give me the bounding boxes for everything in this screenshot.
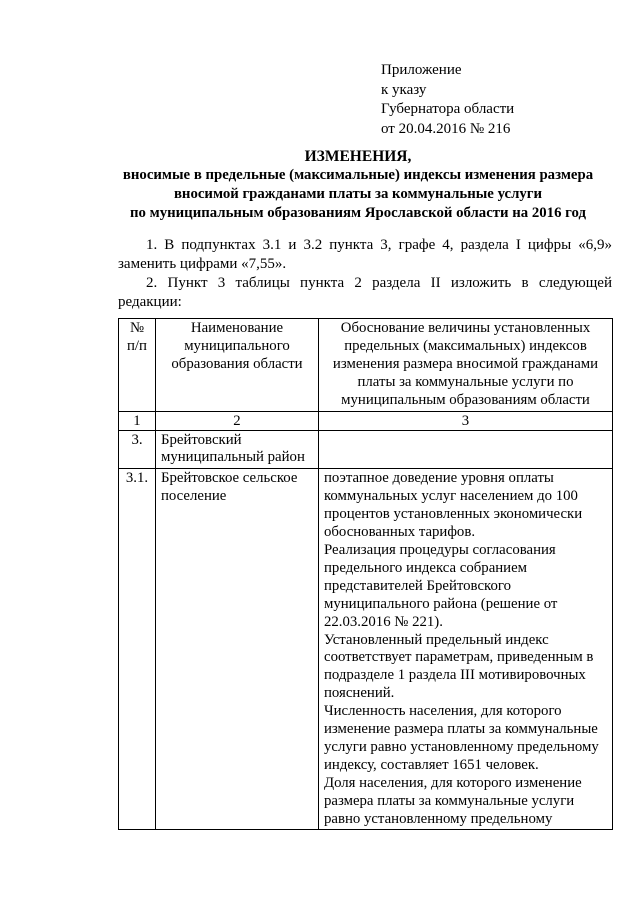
appendix-block: [381, 61, 514, 139]
appendix-date-line: от 20.04.2016 № 216: [381, 120, 511, 137]
appendix-line: Губернатора области: [381, 101, 515, 117]
header-name: Наименование муниципального образования области: [156, 319, 319, 412]
basis-paragraph: Установленный предельный индекс соответствует параметрам, приведенным в подразделе 1 раздела III мотивировочных пояснений.: [324, 631, 594, 702]
column-number: 2: [156, 411, 319, 430]
header-basis: Обоснование величины установленных предельных (максимальных) индексов изменения размера вносимой гражданами платы за коммунальные услуги по муниципальным образованиям области: [319, 319, 613, 412]
column-number: 3: [319, 411, 613, 430]
title-heading: ИЗМЕНЕНИЯ,: [304, 148, 412, 165]
table-row: [119, 469, 613, 830]
document-title: [98, 147, 618, 223]
body-text: [118, 236, 612, 312]
appendix-line: Приложение: [381, 62, 462, 78]
appendix-line: к указу: [381, 81, 427, 98]
row-basis: [319, 469, 613, 830]
table-header-row: [119, 319, 613, 412]
row-name: Брейтовское сельское поселение: [156, 469, 319, 830]
basis-paragraph: Доля населения, для которого изменение размера платы за коммунальные услуги равно установленному предельному: [324, 774, 582, 827]
title-line: по муниципальным образованиям Ярославской области на 2016 год: [130, 205, 586, 221]
column-numbers-row: [119, 411, 613, 430]
row-basis: [319, 430, 613, 469]
column-number: 1: [119, 411, 156, 430]
row-number: 3.: [119, 430, 156, 469]
basis-paragraph: Реализация процедуры согласования предельного индекса собранием представителей Брейтовского муниципального района (решение от 22.03.2016 № 221).: [324, 541, 558, 630]
title-line: вносимой гражданами платы за коммунальные услуги: [173, 186, 543, 202]
basis-paragraph: поэтапное доведение уровня оплаты коммунальных услуг населением до 100 процентов установленных экономически обоснованных тарифов.: [324, 470, 583, 541]
paragraph-2: 2. Пункт 3 таблицы пункта 2 раздела II изложить в следующей редакции:: [118, 275, 612, 310]
row-number: 3.1.: [119, 469, 156, 830]
title-line: вносимые в предельные (максимальные) индексы изменения размера: [122, 167, 594, 183]
header-number: № п/п: [119, 319, 156, 412]
row-name: Брейтовский муниципальный район: [156, 430, 319, 469]
basis-paragraph: Численность населения, для которого изменение размера платы за коммунальные услуги равно установленному предельному индексу, составляет 1651 человек.: [324, 703, 599, 773]
table-row: [119, 430, 613, 469]
paragraph-1: 1. В подпунктах 3.1 и 3.2 пункта 3, графе 4, раздела I цифры «6,9» заменить цифрами «7,55».: [118, 237, 612, 272]
changes-table: [118, 318, 613, 830]
